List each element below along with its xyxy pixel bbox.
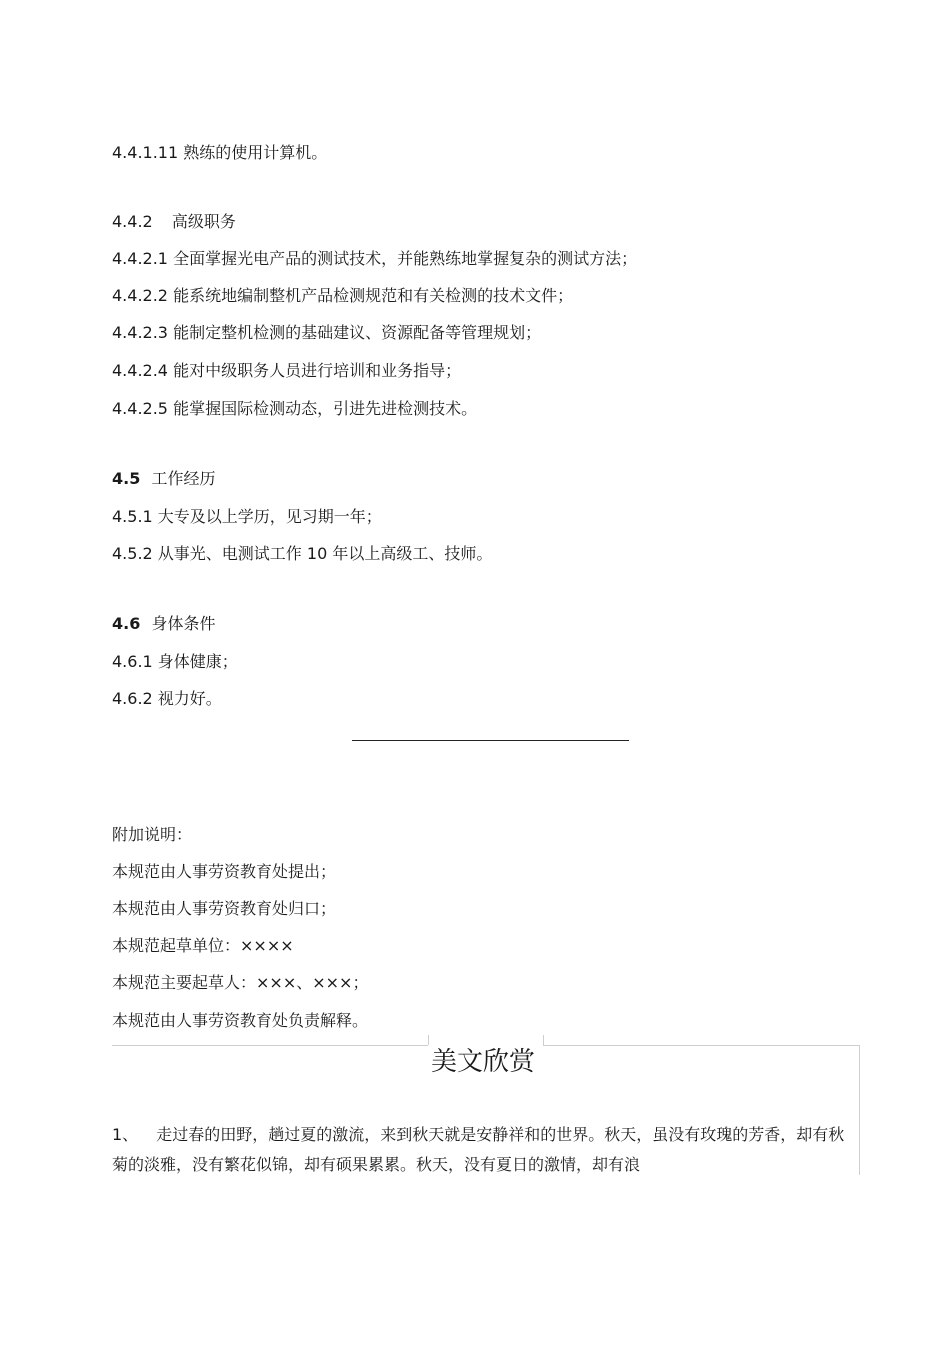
line-4-4-2-4: 4.4.2.4 能对中级职务人员进行培训和业务指导； xyxy=(112,361,462,380)
notes-line: 本规范起草单位：×××× xyxy=(112,936,294,955)
line-4-4-2-1: 4.4.2.1 全面掌握光电产品的测试技术，并能熟练地掌握复杂的测试方法； xyxy=(112,249,638,268)
section-title: 高级职务 xyxy=(171,212,236,231)
section-number: 4.4.2 xyxy=(112,212,153,231)
line-4-4-2-3: 4.4.2.3 能制定整机检测的基础建议、资源配备等管理规划； xyxy=(112,323,542,342)
essay-text: 走过春的田野，趟过夏的激流，来到秋天就是安静祥和的世界。秋天，虽没有玫瑰的芳香，却有秋菊的淡雅，没有繁花似锦，却有硕果累累。秋天，没有夏日的激情，却有浪 xyxy=(112,1125,845,1174)
line-4-5-2: 4.5.2 从事光、电测试工作 10 年以上高级工、技师。 xyxy=(112,544,493,563)
section-title: 身体条件 xyxy=(151,614,216,633)
essay-paragraph xyxy=(112,1120,852,1180)
line-4-4-2-5: 4.4.2.5 能掌握国际检测动态，引进先进检测技术。 xyxy=(112,399,478,418)
section-number: 4.6 xyxy=(112,614,141,633)
notes-line: 本规范主要起草人：×××、×××； xyxy=(112,973,369,992)
essay-title: 美文欣赏 xyxy=(430,1047,535,1077)
section-4-6-heading xyxy=(112,614,215,634)
essay-number: 1、 xyxy=(112,1125,139,1144)
section-title: 工作经历 xyxy=(151,469,216,488)
section-4-4-2-heading xyxy=(112,212,236,232)
notes-line: 本规范由人事劳资教育处提出； xyxy=(112,862,337,881)
line-4-6-1: 4.6.1 身体健康； xyxy=(112,652,238,671)
section-4-5-heading xyxy=(112,469,215,489)
end-rule xyxy=(352,740,629,741)
notes-line: 本规范由人事劳资教育处归口； xyxy=(112,899,337,918)
line-4-6-2: 4.6.2 视力好。 xyxy=(112,689,222,708)
section-number: 4.5 xyxy=(112,469,141,488)
line-4-5-1: 4.5.1 大专及以上学历，见习期一年； xyxy=(112,507,382,526)
line-4-4-1-11: 4.4.1.11 熟练的使用计算机。 xyxy=(112,143,328,162)
notes-heading: 附加说明： xyxy=(112,825,193,844)
line-4-4-2-2: 4.4.2.2 能系统地编制整机产品检测规范和有关检测的技术文件； xyxy=(112,286,574,305)
notes-line: 本规范由人事劳资教育处负责解释。 xyxy=(112,1011,369,1030)
